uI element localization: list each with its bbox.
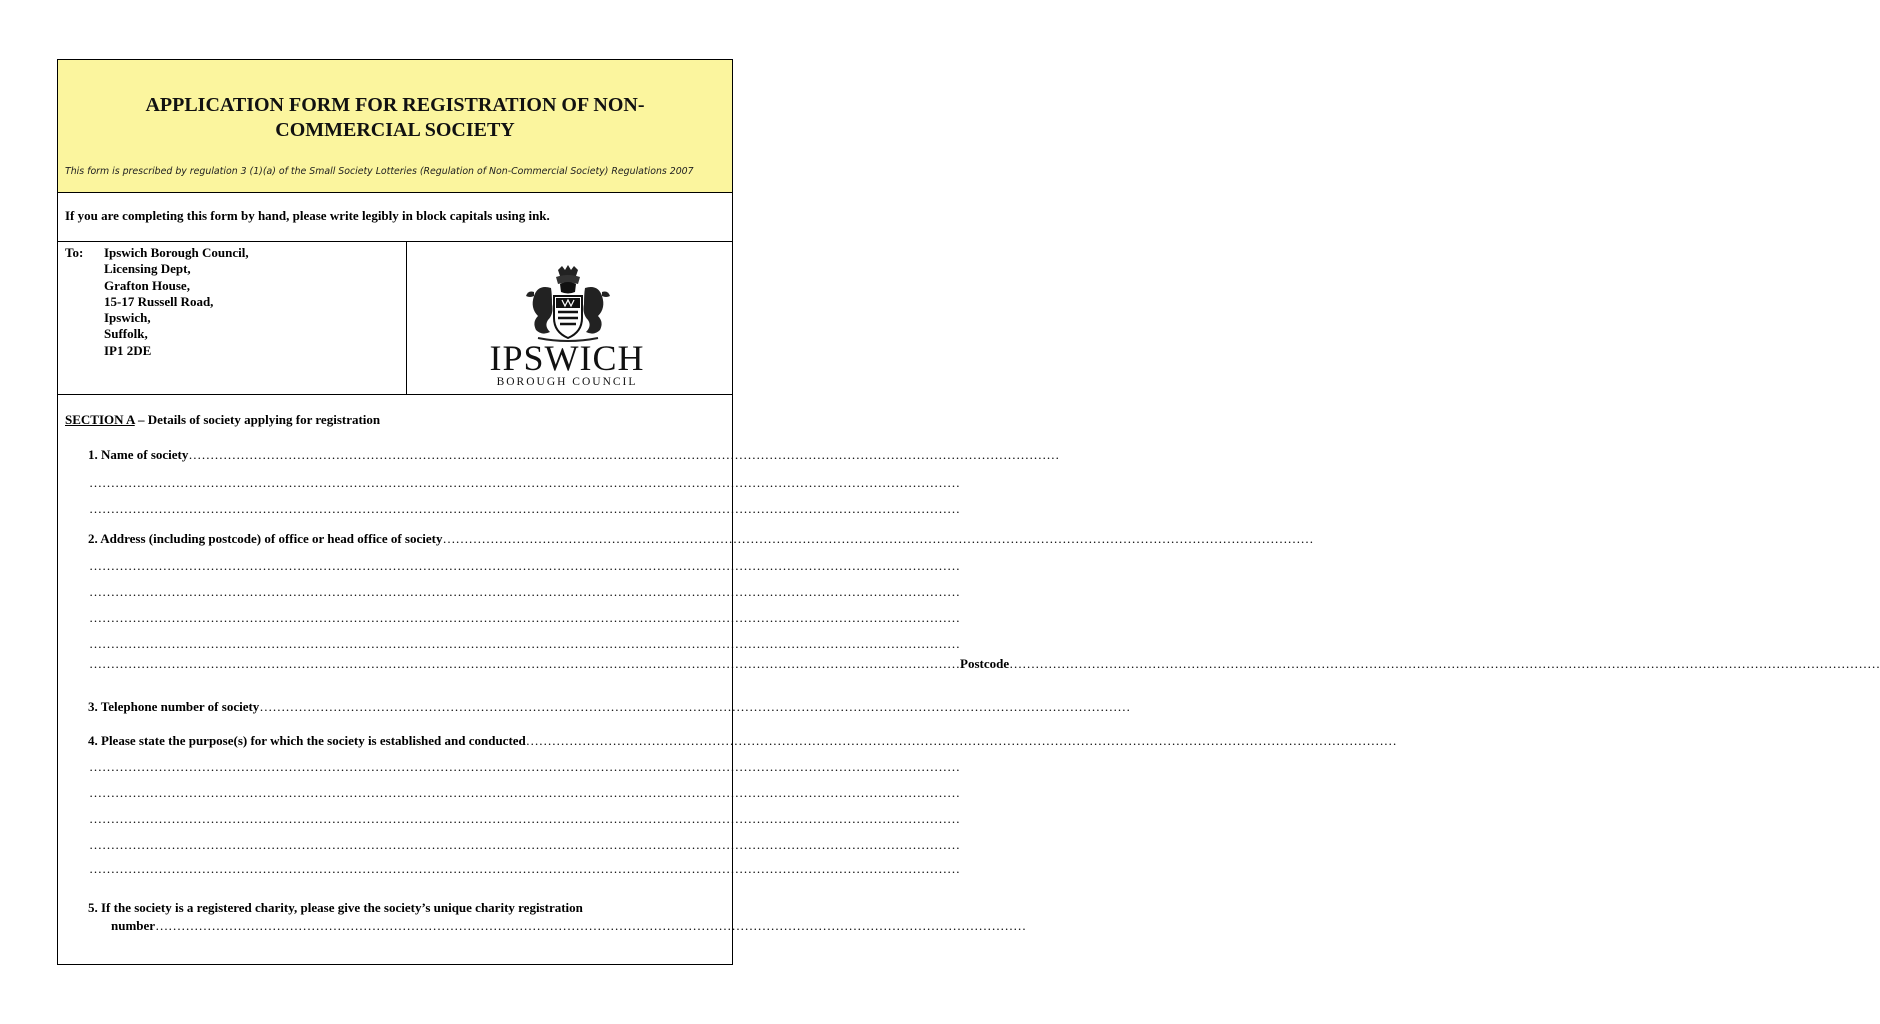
postcode-row[interactable] xyxy=(89,656,1880,673)
q5-label: 5. If the society is a registered charity, please give the society’s unique charity registration xyxy=(88,900,583,915)
q1-name-of-society[interactable] xyxy=(88,447,1060,464)
answer-line: ………………………………………………………………………………………………………………………………………………………………………………… xyxy=(188,447,1060,462)
section-a-title: – Details of society applying for registration xyxy=(134,412,381,427)
answer-line: ………………………………………………………………………………………………………………………………………………………………………………… xyxy=(259,699,1131,714)
address-line: Ipswich Borough Council, xyxy=(104,245,249,260)
form-header xyxy=(58,60,732,193)
address-line: Grafton House, xyxy=(104,277,190,293)
q2-label: 2. Address (including postcode) of office or head office of society xyxy=(88,531,443,546)
answer-line[interactable]: ………………………………………………………………………………………………………………………………………………………………………………… xyxy=(89,861,960,876)
address-line: 15-17 Russell Road, xyxy=(104,293,214,309)
answer-line[interactable]: ………………………………………………………………………………………………………………………………………………………………………………… xyxy=(89,501,960,516)
q3-label: 3. Telephone number of society xyxy=(88,699,260,714)
q5-number-label: number xyxy=(111,918,156,933)
crest-icon xyxy=(518,264,618,344)
address-line: IP1 2DE xyxy=(104,342,152,358)
answer-line[interactable]: ………………………………………………………………………………………………………………………………………………………………………………… xyxy=(89,785,960,800)
address-line: Suffolk, xyxy=(104,326,148,342)
answer-line[interactable]: ………………………………………………………………………………………………………………………………………………………………………………… xyxy=(89,837,960,852)
answer-line[interactable]: ………………………………………………………………………………………………………………………………………………………………………………… xyxy=(89,759,960,774)
q4-label: 4. Please state the purpose(s) for which the society is established and conducted xyxy=(88,733,526,748)
q4-purpose[interactable] xyxy=(88,733,1397,750)
postcode-label: Postcode xyxy=(960,656,1010,671)
section-a-label: SECTION A xyxy=(65,412,135,427)
regulation-note: This form is prescribed by regulation 3 (1)(a) of the Small Society Lotteries (Regulation of Non-Commercial Society) Regulations 2007 xyxy=(65,166,694,177)
q5-charity-number[interactable] xyxy=(111,918,1027,935)
answer-line: ………………………………………………………………………………………………………………………………………………………………………………… xyxy=(525,733,1397,748)
application-form xyxy=(57,59,1880,965)
address-row xyxy=(58,242,732,395)
council-address xyxy=(104,245,249,359)
q1-label: 1. Name of society xyxy=(88,447,189,462)
answer-line[interactable]: ………………………………………………………………………………………………………………………………………………………………………………… xyxy=(89,636,960,651)
logo-wordmark: IPSWICH xyxy=(489,338,645,378)
address-line: Ipswich, xyxy=(104,310,151,326)
q3-telephone[interactable] xyxy=(88,699,1131,716)
addressee-block xyxy=(58,242,407,394)
q2-address[interactable] xyxy=(88,531,1314,548)
answer-line: ………………………………………………………………………………………………………………………………………………………………………………… xyxy=(155,918,1027,933)
address-line: Licensing Dept, xyxy=(104,261,191,277)
completion-instruction: If you are completing this form by hand, please write legibly in block capitals using ink. xyxy=(58,193,732,242)
answer-line[interactable]: ………………………………………………………………………………………………………………………………………………………………………………… xyxy=(89,811,960,826)
council-logo xyxy=(407,242,732,394)
to-label: To: xyxy=(65,245,84,260)
form-title: APPLICATION FORM FOR REGISTRATION OF NON-COMMERCIAL SOCIETY xyxy=(145,94,645,141)
answer-line[interactable]: ………………………………………………………………………………………………………………………………………………………………………………… xyxy=(89,584,960,599)
section-a-heading xyxy=(65,412,380,428)
answer-line[interactable]: ………………………………………………………………………………………………………………………………………………………………………………… xyxy=(89,610,960,625)
answer-line[interactable]: ………………………………………………………………………………………………………………………………………………………………………………… xyxy=(89,475,960,490)
answer-line: ………………………………………………………………………………………………………………………………………………………………………………… xyxy=(89,656,960,671)
answer-line[interactable]: ………………………………………………………………………………………………………………………………………………………………………………… xyxy=(89,558,960,573)
postcode-line: ………………………………………………………………………………………………………………………………………………………………………………… xyxy=(1009,656,1880,671)
answer-line: ………………………………………………………………………………………………………………………………………………………………………………… xyxy=(442,531,1314,546)
logo-subtitle: BOROUGH COUNCIL xyxy=(496,376,638,388)
